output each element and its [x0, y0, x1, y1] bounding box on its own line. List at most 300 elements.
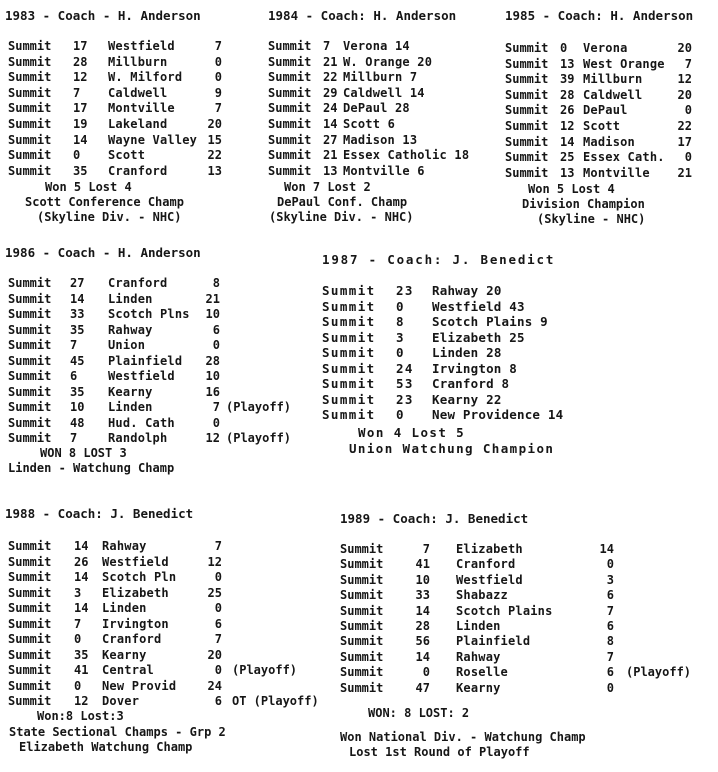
season-heading: 1985 - Coach: H. Anderson: [505, 8, 694, 23]
team-name: Summit: [8, 415, 52, 430]
opponent-score: 25: [207, 585, 222, 600]
season-summary: Won 7 Lost 2: [284, 180, 371, 194]
team-name: Summit: [8, 39, 52, 53]
season-heading: 1989 - Coach: J. Benedict: [340, 511, 529, 526]
opponent-score: 8: [606, 634, 614, 649]
team-name: Summit: [8, 570, 52, 584]
game-row: [0, 54, 718, 72]
opponent-score: 14: [599, 542, 614, 556]
opponent-score: 21: [205, 291, 220, 306]
opponent-name: Linden: [456, 619, 501, 633]
opponent-score: 6: [417, 163, 425, 178]
team-score: 28: [415, 619, 430, 633]
opponent-score: 0: [684, 103, 692, 118]
opponent-score: 8: [212, 276, 220, 290]
opponent-score: 7: [214, 539, 222, 553]
team-score: 29: [323, 85, 338, 100]
opponent-name: Cranford: [456, 557, 516, 572]
opponent-name: Westfield: [102, 554, 169, 569]
season-heading: 1986 - Coach - H. Anderson: [5, 245, 201, 260]
team-score: 0: [560, 41, 568, 55]
game-row: [0, 314, 718, 329]
opponent-name: Lakeland: [108, 117, 168, 131]
team-name: Summit: [8, 678, 52, 693]
game-row: [0, 542, 718, 557]
team-name: Summit: [8, 632, 52, 646]
opponent-score: 20: [207, 647, 222, 662]
team-name: Summit: [505, 87, 549, 102]
team-name: Summit: [322, 329, 376, 345]
season-summary: State Sectional Champs - Grp 2: [9, 725, 226, 739]
team-score: 10: [415, 572, 430, 587]
opponent-score: 12: [207, 554, 222, 569]
team-score: 14: [70, 291, 85, 306]
team-name: Summit: [505, 165, 549, 180]
team-name: Summit: [268, 148, 312, 163]
team-name: Summit: [8, 291, 52, 306]
opponent-name: Westfield 43: [432, 298, 525, 314]
opponent-score: 7: [212, 400, 220, 414]
opponent-name: Rahway: [456, 649, 501, 664]
opponent-name: Scott: [583, 119, 621, 133]
team-name: Summit: [8, 400, 52, 414]
team-name: Summit: [340, 542, 384, 556]
team-name: Summit: [505, 41, 549, 55]
team-name: Summit: [268, 163, 312, 178]
team-name: Summit: [8, 148, 52, 163]
team-name: Summit: [505, 134, 549, 149]
team-score: 23: [396, 391, 414, 407]
game-row: [0, 72, 718, 87]
team-name: Summit: [322, 298, 376, 314]
opponent-score: 8: [509, 360, 517, 376]
game-row: [0, 634, 718, 649]
team-score: 0: [74, 632, 82, 646]
team-score: 19: [73, 117, 88, 131]
team-score: 14: [74, 570, 89, 584]
game-row: [0, 392, 718, 407]
team-name: Summit: [8, 70, 52, 85]
team-score: 24: [396, 360, 414, 376]
team-name: Summit: [8, 322, 52, 337]
opponent-name: Montville: [583, 165, 650, 180]
team-name: Summit: [8, 54, 52, 69]
opponent-score: 6: [214, 616, 222, 631]
opponent-score: 9: [214, 85, 222, 100]
opponent-score: 3: [606, 572, 614, 587]
team-name: Summit: [8, 353, 52, 368]
opponent-name: Cranford: [108, 163, 168, 178]
opponent-name: Linden: [108, 400, 153, 414]
opponent-name: Essex Catholic 18: [343, 148, 470, 163]
opponent-score: 6: [606, 665, 614, 680]
playoff-note: (Playoff): [626, 665, 692, 680]
team-name: Summit: [8, 163, 52, 178]
season-summary: (Skyline Div. - NHC): [269, 210, 414, 224]
game-row: [0, 616, 718, 634]
season-summary: (Skyline - NHC): [537, 212, 646, 226]
opponent-score: 22: [486, 391, 502, 407]
team-name: Summit: [505, 56, 549, 71]
game-row: [0, 85, 718, 103]
team-name: Summit: [322, 314, 376, 329]
opponent-name: Randolph: [108, 431, 168, 445]
opponent-score: 0: [214, 601, 222, 615]
team-name: Summit: [8, 101, 52, 116]
team-score: 33: [415, 588, 430, 603]
opponent-name: Plainfield: [108, 353, 183, 368]
game-row: [0, 345, 718, 360]
team-score: 12: [560, 119, 575, 133]
opponent-name: Westfield: [456, 572, 523, 587]
opponent-name: W. Milford: [108, 70, 183, 85]
opponent-score: 0: [214, 663, 222, 677]
opponent-name: W. Orange 20: [343, 54, 433, 69]
team-score: 39: [560, 72, 575, 87]
team-name: Summit: [505, 103, 549, 118]
opponent-score: 0: [214, 570, 222, 584]
team-name: Summit: [8, 85, 52, 100]
opponent-name: Westfield: [108, 369, 175, 383]
team-name: Summit: [340, 665, 384, 680]
team-score: 7: [70, 431, 78, 445]
team-score: 7: [73, 85, 81, 100]
opponent-name: Caldwell 14: [343, 85, 425, 100]
opponent-name: Linden: [102, 601, 147, 615]
opponent-name: Verona: [583, 41, 628, 55]
team-name: Summit: [268, 132, 312, 147]
opponent-score: 28: [486, 345, 502, 360]
team-score: 0: [73, 148, 81, 163]
game-row: [0, 678, 718, 696]
opponent-name: Wayne Valley: [108, 132, 198, 147]
team-score: 13: [560, 165, 575, 180]
season-summary: DePaul Conf. Champ: [277, 195, 408, 209]
team-score: 45: [70, 353, 85, 368]
team-name: Summit: [8, 647, 52, 662]
game-row: [0, 299, 718, 314]
team-score: 17: [73, 39, 88, 53]
season-summary: Division Champion: [522, 197, 645, 211]
season-summary: Elizabeth Watchung Champ: [19, 740, 193, 754]
opponent-score: 6: [387, 117, 395, 131]
opponent-score: 12: [205, 431, 220, 445]
team-score: 13: [323, 163, 338, 178]
opponent-score: 13: [207, 163, 222, 178]
opponent-name: Rahway 20: [432, 283, 502, 298]
opponent-name: DePaul: [583, 103, 628, 118]
season-summary: Won 4 Lost 5: [358, 425, 466, 440]
opponent-score: 28: [395, 101, 410, 116]
opponent-name: Roselle: [456, 665, 508, 680]
team-score: 26: [74, 554, 89, 569]
team-score: 3: [74, 585, 82, 600]
team-name: Summit: [340, 588, 384, 603]
team-score: 14: [415, 649, 430, 664]
game-row: [0, 41, 718, 56]
team-name: Summit: [8, 554, 52, 569]
team-name: Summit: [8, 539, 52, 553]
team-score: 3: [396, 329, 405, 345]
opponent-name: Madison: [583, 134, 635, 149]
opponent-score: 43: [509, 298, 525, 314]
team-score: 12: [73, 70, 88, 85]
team-name: Summit: [268, 70, 312, 85]
game-row: [0, 163, 718, 181]
opponent-score: 10: [205, 369, 220, 383]
opponent-name: Scott: [108, 148, 146, 163]
opponent-name: New Providence 14: [432, 407, 564, 422]
opponent-name: Kearny 22: [432, 391, 502, 407]
team-score: 7: [422, 542, 430, 556]
opponent-score: 6: [212, 322, 220, 337]
team-score: 14: [74, 539, 89, 553]
season-heading: 1988 - Coach: J. Benedict: [5, 506, 194, 521]
team-name: Summit: [340, 603, 384, 618]
opponent-name: Verona 14: [343, 39, 410, 53]
team-score: 41: [74, 663, 89, 677]
team-score: 14: [73, 132, 88, 147]
opponent-name: Caldwell: [583, 87, 643, 102]
game-row: [0, 103, 718, 118]
team-name: Summit: [340, 680, 384, 695]
opponent-score: 0: [684, 150, 692, 165]
opponent-score: 10: [205, 307, 220, 321]
team-score: 14: [415, 603, 430, 618]
playoff-note: OT (Playoff): [232, 694, 319, 708]
game-row: [0, 330, 718, 345]
season-heading: 1983 - Coach - H. Anderson: [5, 8, 201, 23]
opponent-name: DePaul 28: [343, 101, 410, 116]
team-score: 8: [396, 314, 405, 329]
opponent-name: Cranford: [108, 276, 168, 290]
team-name: Summit: [505, 150, 549, 165]
opponent-score: 7: [606, 603, 614, 618]
team-name: Summit: [8, 431, 52, 445]
team-score: 35: [73, 163, 88, 178]
opponent-name: Plainfield: [456, 634, 531, 649]
team-name: Summit: [322, 345, 376, 360]
opponent-name: Madison 13: [343, 132, 418, 147]
opponent-name: Central: [102, 663, 154, 677]
season-summary: Won National Div. - Watchung Champ: [340, 730, 586, 744]
team-score: 56: [415, 634, 430, 649]
opponent-name: New Provid: [102, 678, 177, 693]
team-name: Summit: [340, 634, 384, 649]
opponent-score: 14: [409, 85, 425, 100]
team-score: 24: [323, 101, 338, 116]
team-score: 35: [70, 322, 85, 337]
opponent-score: 18: [454, 148, 470, 163]
opponent-name: Dover: [102, 694, 140, 708]
team-score: 47: [415, 680, 430, 695]
team-score: 13: [560, 56, 575, 71]
team-name: Summit: [505, 72, 549, 87]
game-row: [0, 132, 718, 150]
opponent-score: 7: [214, 632, 222, 646]
team-name: Summit: [340, 557, 384, 572]
season-summary: Union Watchung Champion: [349, 441, 555, 456]
opponent-name: Millburn: [108, 54, 168, 69]
opponent-score: 14: [547, 407, 564, 422]
opponent-score: 15: [207, 132, 222, 147]
opponent-name: Montville 6: [343, 163, 425, 178]
opponent-score: 13: [402, 132, 418, 147]
team-score: 28: [560, 87, 575, 102]
team-name: Summit: [268, 117, 312, 131]
opponent-score: 20: [417, 54, 433, 69]
team-score: 35: [74, 647, 89, 662]
season-summary: WON: 8 LOST: 2: [368, 706, 470, 720]
opponent-name: Cranford: [102, 632, 162, 646]
game-row: [0, 361, 718, 376]
opponent-name: Scotch Plains: [456, 603, 553, 618]
season-heading: 1987 - Coach: J. Benedict: [322, 252, 556, 267]
team-score: 25: [560, 150, 575, 165]
opponent-score: 12: [677, 72, 692, 87]
opponent-score: 6: [214, 694, 222, 708]
game-row: [0, 554, 718, 572]
team-name: Summit: [322, 407, 376, 422]
opponent-score: 9: [540, 314, 548, 329]
team-name: Summit: [268, 39, 312, 53]
team-score: 23: [396, 283, 414, 298]
team-score: 0: [422, 665, 430, 680]
team-name: Summit: [268, 85, 312, 100]
opponent-name: Scotch Plns: [108, 307, 190, 321]
team-name: Summit: [8, 117, 52, 131]
opponent-name: Rahway: [108, 322, 153, 337]
season-summary: Lost 1st Round of Playoff: [349, 745, 530, 759]
opponent-score: 7: [606, 649, 614, 664]
team-score: 14: [323, 117, 338, 131]
team-score: 28: [73, 54, 88, 69]
team-name: Summit: [8, 307, 52, 321]
team-score: 7: [74, 616, 82, 631]
opponent-score: 7: [214, 101, 222, 116]
opponent-score: 7: [214, 39, 222, 53]
team-score: 48: [70, 415, 85, 430]
opponent-name: Linden 28: [432, 345, 502, 360]
team-name: Summit: [322, 376, 376, 391]
game-row: [0, 376, 718, 391]
opponent-name: Essex Cath.: [583, 150, 665, 165]
opponent-score: 14: [395, 39, 410, 53]
season-summary: Scott Conference Champ: [25, 195, 184, 209]
opponent-score: 0: [214, 70, 222, 85]
opponent-score: 6: [606, 619, 614, 633]
opponent-name: Scott 6: [343, 117, 395, 131]
team-name: Summit: [8, 663, 52, 677]
opponent-name: Kearny: [102, 647, 147, 662]
team-name: Summit: [8, 276, 52, 290]
team-name: Summit: [340, 619, 384, 633]
opponent-name: Rahway: [102, 539, 147, 553]
team-name: Summit: [505, 119, 549, 133]
team-score: 22: [323, 70, 338, 85]
opponent-score: 25: [509, 329, 525, 345]
opponent-name: Irvington 8: [432, 360, 517, 376]
season-summary: (Skyline Div. - NHC): [37, 210, 182, 224]
opponent-score: 7: [409, 70, 418, 85]
team-score: 7: [323, 39, 331, 53]
team-score: 21: [323, 54, 338, 69]
team-name: Summit: [322, 360, 376, 376]
team-score: 26: [560, 103, 575, 118]
opponent-name: Hud. Cath: [108, 415, 175, 430]
opponent-name: Caldwell: [108, 85, 168, 100]
opponent-name: Irvington: [102, 616, 169, 631]
opponent-name: Elizabeth: [102, 585, 169, 600]
opponent-score: 7: [684, 56, 692, 71]
team-score: 53: [396, 376, 414, 391]
season-summary: Linden - Watchung Champ: [8, 461, 175, 475]
team-score: 0: [396, 298, 405, 314]
opponent-score: 17: [677, 134, 692, 149]
opponent-score: 6: [606, 588, 614, 603]
opponent-score: 24: [207, 678, 222, 693]
game-row: [0, 150, 718, 165]
team-name: Summit: [8, 132, 52, 147]
opponent-name: Linden: [108, 291, 153, 306]
game-row: [0, 283, 718, 298]
team-name: Summit: [340, 649, 384, 664]
team-name: Summit: [8, 585, 52, 600]
opponent-score: 0: [212, 338, 220, 352]
opponent-score: 28: [205, 353, 220, 368]
opponent-name: Westfield: [108, 39, 175, 53]
team-name: Summit: [268, 54, 312, 69]
opponent-name: Scotch Plains 9: [432, 314, 548, 329]
opponent-score: 16: [205, 384, 220, 399]
opponent-score: 22: [677, 119, 692, 133]
game-row: [0, 573, 718, 588]
opponent-name: Union: [108, 338, 146, 352]
opponent-score: 0: [212, 415, 220, 430]
team-score: 21: [323, 148, 338, 163]
opponent-name: Kearny: [108, 384, 153, 399]
game-row: [0, 119, 718, 134]
opponent-score: 20: [486, 283, 502, 298]
team-score: 14: [74, 601, 89, 615]
team-score: 12: [74, 694, 89, 708]
team-score: 17: [73, 101, 88, 116]
season-summary: WON 8 LOST 3: [40, 446, 127, 460]
playoff-note: (Playoff): [226, 400, 292, 414]
season-summary: Won 5 Lost 4: [45, 180, 132, 194]
team-name: Summit: [8, 369, 52, 383]
opponent-name: West Orange: [583, 56, 665, 71]
team-name: Summit: [8, 338, 52, 352]
team-name: Summit: [8, 601, 52, 615]
team-name: Summit: [322, 283, 376, 298]
game-row: [0, 407, 718, 422]
opponent-score: 0: [606, 557, 614, 572]
opponent-name: Elizabeth: [456, 542, 523, 556]
team-score: 27: [323, 132, 338, 147]
opponent-name: Elizabeth 25: [432, 329, 525, 345]
team-score: 6: [70, 369, 78, 383]
team-score: 35: [70, 384, 85, 399]
team-name: Summit: [8, 694, 52, 708]
team-score: 14: [560, 134, 575, 149]
opponent-name: Cranford 8: [432, 376, 510, 391]
opponent-name: Montville: [108, 101, 175, 116]
team-name: Summit: [322, 391, 376, 407]
opponent-score: 8: [501, 376, 510, 391]
opponent-score: 0: [214, 54, 222, 69]
game-row: [0, 665, 718, 680]
